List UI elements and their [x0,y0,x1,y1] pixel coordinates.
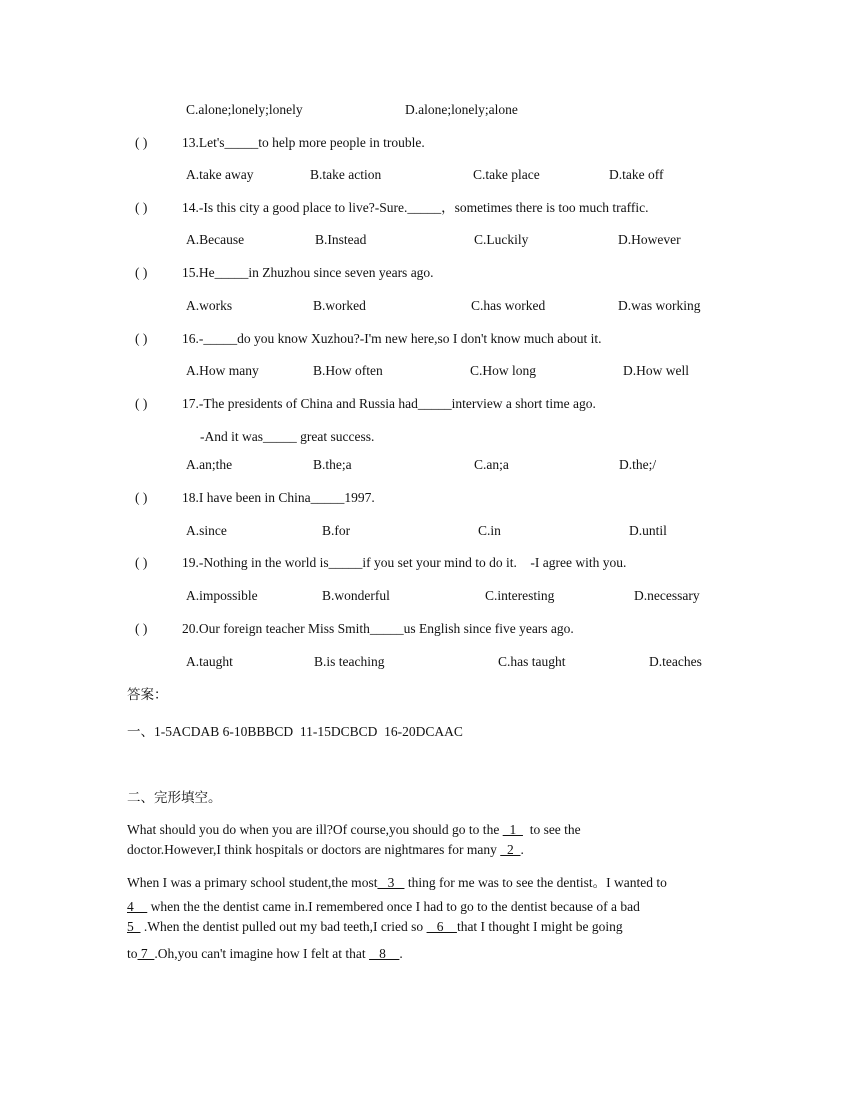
question-stem: 20.Our foreign teacher Miss Smith_____us English since five years ago. [182,621,574,636]
question-stem: 13.Let's_____to help more people in trouble. [182,135,425,150]
cloze-text: doctor.However,I think hospitals or doctors are nightmares for many [127,842,501,857]
cloze-text: to [127,946,138,961]
option-d: D.How well [623,363,689,378]
section-heading: 二、完形填空。 [127,790,222,806]
option-b: B.How often [313,363,383,378]
cloze-text: When I was a primary school student,the most [127,875,378,890]
cloze-blank-8: 8 [369,946,400,961]
cloze-text: when the the dentist came in.I remembered once I had to go to the dentist because of a bad [147,899,640,914]
option-a: A.an;the [186,457,233,472]
answer-paren: ( ) [135,331,148,346]
cloze-blank-1: 1 [502,822,523,837]
option-a: A.How many [186,363,259,378]
option-a: A.works [186,298,233,313]
answer-paren: ( ) [135,555,148,570]
option-d: D.alone;lonely;alone [405,102,518,117]
answer-paren: ( ) [135,490,148,505]
option-b: B.is teaching [314,654,385,669]
option-b: B.Instead [315,232,367,247]
cloze-text: thing for me was to see the dentist。I wanted to [404,875,667,890]
option-b: B.for [322,523,351,538]
option-c: C.has taught [498,654,566,669]
option-a: A.Because [186,232,245,247]
cloze-line-1 [127,821,581,839]
question-stem: 18.I have been in China_____1997. [182,490,375,505]
option-c: C.alone;lonely;lonely [186,102,303,117]
option-d: D.teaches [649,654,702,669]
question-stem-continued: -And it was_____ great success. [200,429,375,444]
cloze-line-3 [127,874,667,892]
option-d: D.take off [609,167,664,182]
option-c: C.interesting [485,588,555,603]
answer-paren: ( ) [135,200,148,215]
option-c: C.in [478,523,501,538]
cloze-text: . [520,842,524,857]
option-b: B.worked [313,298,366,313]
option-a: A.taught [186,654,233,669]
cloze-blank-7: 7 [137,946,155,961]
cloze-blank-5: 5 [127,919,141,934]
cloze-text: .Oh,you can't imagine how I felt at that [154,946,370,961]
option-c: C.How long [470,363,537,378]
answer-paren: ( ) [135,135,148,150]
cloze-blank-6: 6 [426,919,457,934]
option-c: C.take place [473,167,540,182]
cloze-blank-3: 3 [377,875,405,890]
option-b: B.take action [310,167,382,182]
answer-heading: 答案： [127,687,168,703]
question-stem: 17.-The presidents of China and Russia had_____interview a short time ago. [182,396,596,411]
option-b: B.the;a [313,457,352,472]
option-a: A.since [186,523,227,538]
option-c: C.an;a [474,457,509,472]
question-stem: 15.He_____in Zhuzhou since seven years ago. [182,265,434,280]
cloze-text: What should you do when you are ill?Of course,you should go to the [127,822,503,837]
answer-paren: ( ) [135,396,148,411]
option-c: C.has worked [471,298,546,313]
answer-paren: ( ) [135,265,148,280]
option-d: D.the;/ [619,457,657,472]
option-b: B.wonderful [322,588,390,603]
option-d: D.necessary [634,588,700,603]
question-stem: 19.-Nothing in the world is_____if you set your mind to do it. -I agree with you. [182,555,627,570]
question-stem: 14.-Is this city a good place to live?-Sure._____，sometimes there is too much traffic. [182,200,649,215]
cloze-blank-2: 2 [500,842,521,857]
cloze-line-5 [127,918,623,936]
cloze-text: .When the dentist pulled out my bad teeth,I cried so [140,919,427,934]
cloze-text: that I thought I might be going [456,919,623,934]
option-d: D.was working [618,298,701,313]
answer-key: 一、1-5ACDAB 6-10BBBCD 11-15DCBCD 16-20DCAAC [127,724,463,739]
cloze-line-4 [127,898,640,916]
answer-paren: ( ) [135,621,148,636]
option-d: D.until [629,523,667,538]
cloze-line-6 [127,945,403,963]
option-a: A.impossible [186,588,258,603]
option-a: A.take away [186,167,254,182]
option-c: C.Luckily [474,232,529,247]
cloze-text: to see the [522,822,581,837]
cloze-blank-4: 4 [127,899,148,914]
option-d: D.However [618,232,681,247]
question-stem: 16.-_____do you know Xuzhou?-I'm new here,so I don't know much about it. [182,331,602,346]
cloze-text: . [399,946,403,961]
cloze-line-2 [127,841,524,859]
